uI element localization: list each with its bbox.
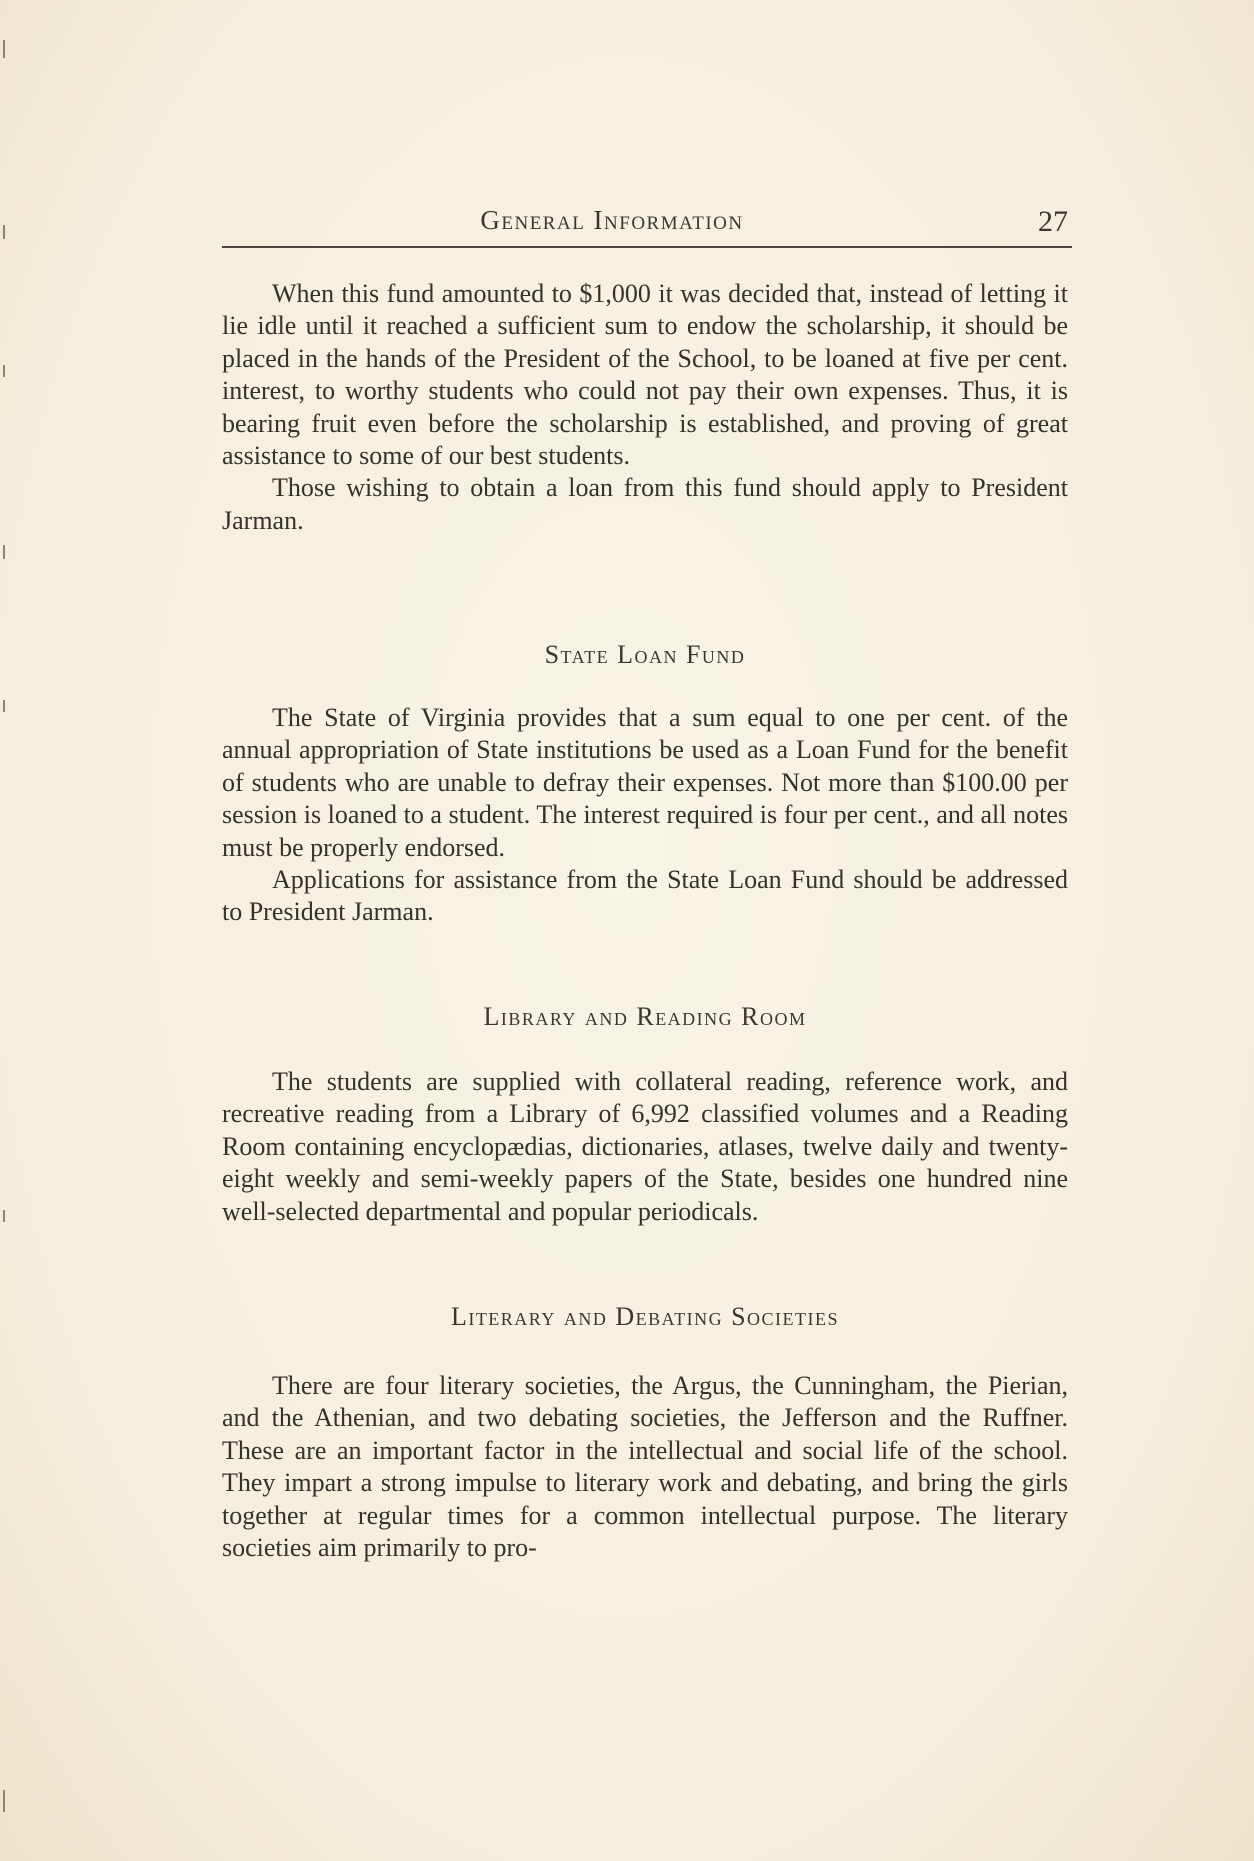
state-loan-fund-heading: State Loan Fund	[544, 640, 746, 669]
societies-section	[222, 1370, 1068, 1564]
intro-paragraph-1: When this fund amounted to $1,000 it was decided that, instead of letting it lie idle until it reached a sufficient sum to endow the scholarship, it should be placed in the hands of the President of the School, to be loaned at five per cent. interest, to worthy students who could not pay their own expenses. Thus, it is bearing fruit even before the scholarship is established, and proving of great assistance to some of our best students.	[222, 279, 1068, 471]
state-loan-fund-section	[222, 702, 1068, 929]
societies-heading: Literary and Debating Societies	[450, 1302, 840, 1331]
library-paragraph-1: The students are supplied with collateral reading, reference work, and recreative reading from a Library of 6,992 classified volumes and a Reading Room containing encyclopædias, dictionaries, atlases, twelve daily and twenty-eight weekly and semi-weekly papers of the State, besides one hundred nine well-selected departmental and popular periodicals.	[222, 1067, 1068, 1226]
page-number: 27	[1038, 205, 1068, 238]
library-section	[222, 1066, 1068, 1228]
running-head-title: General Information	[480, 205, 744, 235]
state-loan-paragraph-2: Applications for assistance from the State Loan Fund should be addressed to President Jarman.	[222, 865, 1068, 927]
running-head	[222, 203, 1070, 247]
intro-section	[222, 278, 1068, 537]
societies-paragraph-1: There are four literary societies, the Argus, the Cunningham, the Pierian, and the Athenian, and two debating societies, the Jefferson and the Ruffner. These are an important factor in the intellectual and social life of the school. They impart a strong impulse to literary work and debating, and bring the girls together at regular times for a common intellectual purpose. The literary societies aim primarily to pro-	[222, 1371, 1068, 1563]
state-loan-paragraph-1: The State of Virginia provides that a sum equal to one per cent. of the annual appropriation of State institutions be used as a Loan Fund for the benefit of students who are unable to defray their expenses. Not more than $100.00 per session is loaned to a student. The interest required is four per cent., and all notes must be properly endorsed.	[222, 703, 1068, 862]
header-rule	[222, 246, 1072, 248]
library-heading: Library and Reading Room	[483, 1002, 807, 1031]
intro-paragraph-2: Those wishing to obtain a loan from this fund should apply to President Jarman.	[222, 473, 1068, 535]
